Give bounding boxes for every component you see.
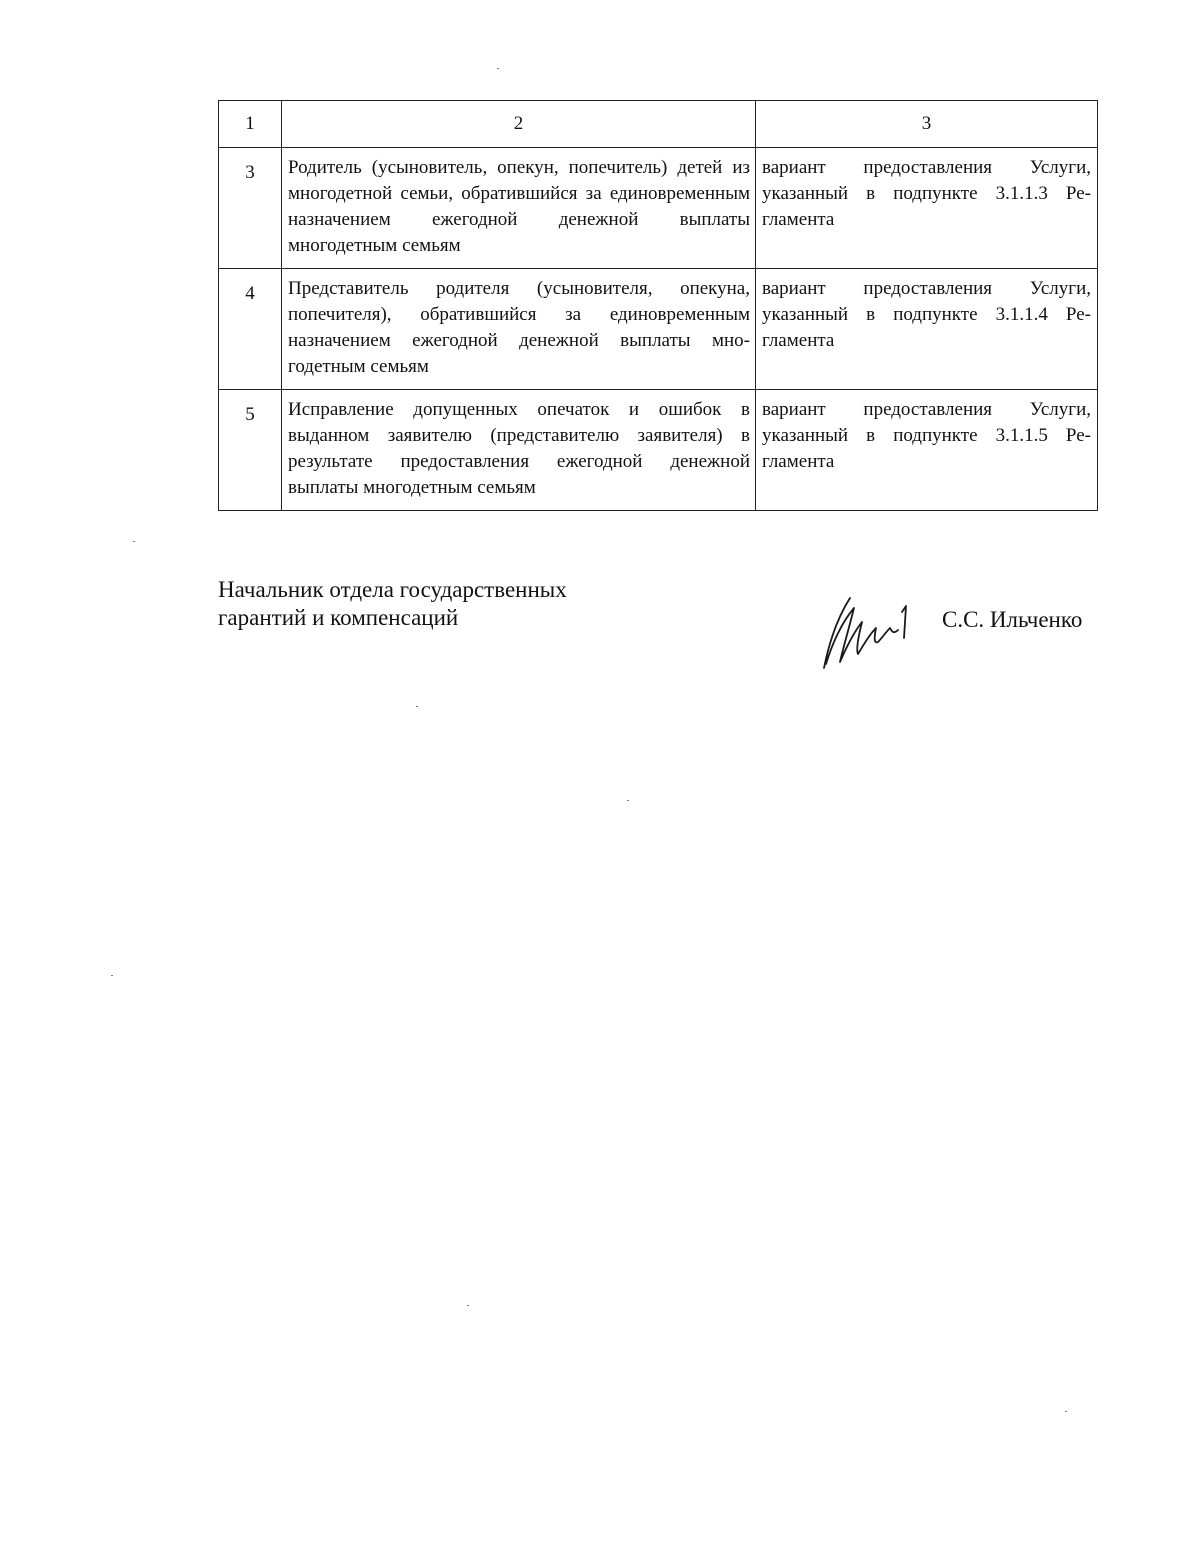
- row-number: 3: [219, 148, 282, 269]
- scan-speck: [133, 541, 135, 542]
- scan-speck: [467, 1305, 469, 1306]
- signer-position-line: Начальник отдела государственных: [218, 577, 567, 602]
- row-variant: вариант предоставления Услуги, указанный в подпункте 3.1.1.5 Регламента: [756, 390, 1098, 511]
- table-row: [219, 390, 1098, 511]
- row-variant: вариант предоставления Услуги, указанный в подпункте 3.1.1.4 Регламента: [756, 269, 1098, 390]
- signer-position: [218, 576, 678, 632]
- scan-speck: [111, 975, 113, 976]
- signer-name: С.С. Ильченко: [942, 607, 1083, 632]
- table-header-row: [219, 101, 1098, 148]
- signature-block: [218, 576, 1118, 676]
- row-description: Представитель родителя (усыновителя, опекуна, попечителя), обратившийся за единовременным назначением ежегодной денежной выплаты многодетным семьям: [282, 269, 756, 390]
- table-row: [219, 148, 1098, 269]
- row-number: 4: [219, 269, 282, 390]
- scan-speck: [627, 800, 629, 801]
- row-number: 5: [219, 390, 282, 511]
- variants-table: [218, 100, 1098, 511]
- row-description: Родитель (усыновитель, опекун, попечитель) детей из многодетной семьи, обратившийся за единовременным назначением ежегодной денежной выплаты многодетным семьям: [282, 148, 756, 269]
- row-variant: вариант предоставления Услуги, указанный в подпункте 3.1.1.3 Регламента: [756, 148, 1098, 269]
- scan-speck: [1065, 1411, 1067, 1412]
- header-cell-1: 1: [219, 101, 282, 148]
- header-cell-3: 3: [756, 101, 1098, 148]
- row-description: Исправление допущенных опечаток и ошибок в выданном заявителю (представителю заявителя) в результате предоставления ежегодной денежной выплаты многодетным семьям: [282, 390, 756, 511]
- header-cell-2: 2: [282, 101, 756, 148]
- signer-position-line: гарантий и компенсаций: [218, 605, 459, 630]
- table-row: [219, 269, 1098, 390]
- handwritten-signature: [814, 592, 914, 678]
- scan-speck: [497, 68, 499, 69]
- scan-speck: [416, 706, 418, 707]
